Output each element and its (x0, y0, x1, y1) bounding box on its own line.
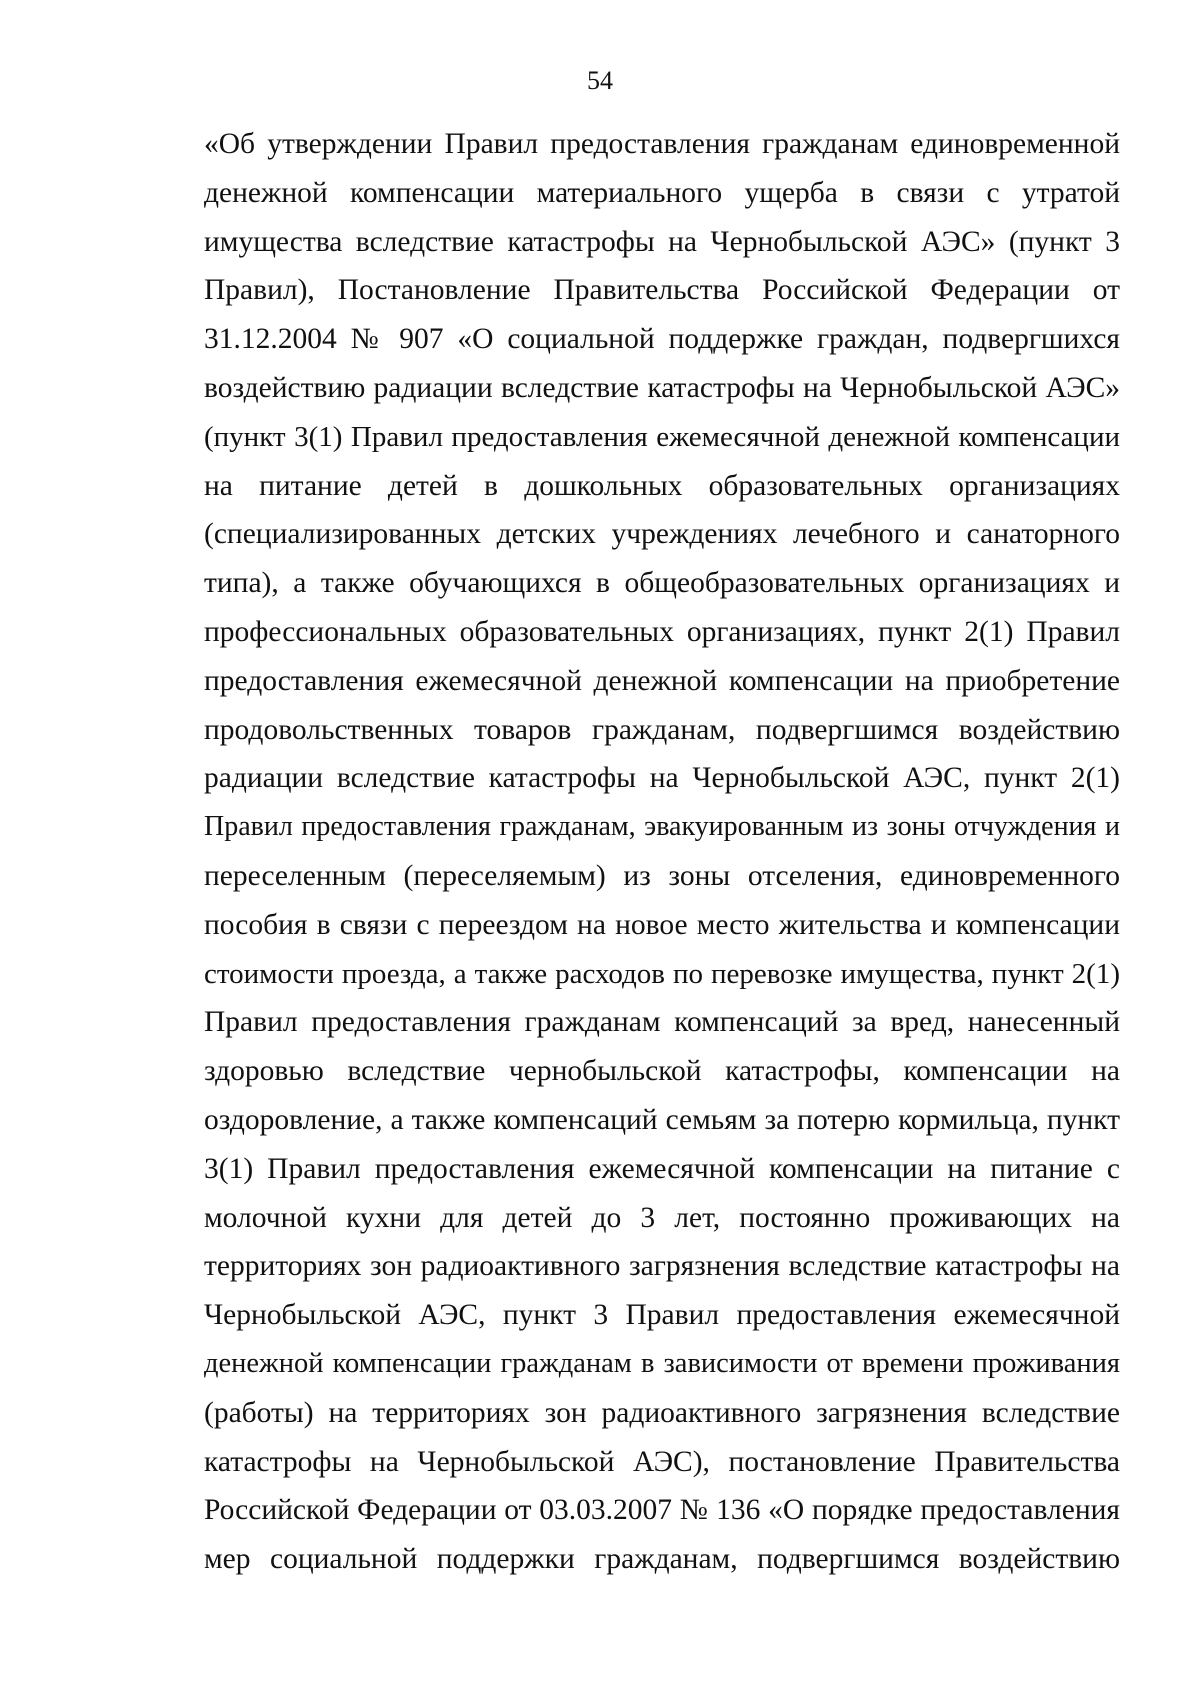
text-line: (пункт 3(1) Правил предоставления ежемесячной денежной компенсации (204, 420, 1120, 453)
text-line: «Об утверждении Правил предоставления гражданам единовременной (204, 128, 1120, 160)
page-number: 54 (587, 66, 613, 95)
text-line: на питание детей в дошкольных образовательных организациях (204, 469, 1120, 502)
text-line: денежной компенсации материального ущерба в связи с утратой (204, 176, 1120, 209)
text-line: профессиональных образовательных организациях, пункт 2(1) Правил (204, 615, 1120, 648)
text-line: имущества вследствие катастрофы на Чернобыльской АЭС» (пункт 3 (204, 225, 1120, 258)
text-line: стоимости проезда, а также расходов по перевозке имущества, пункт 2(1) (204, 957, 1120, 990)
text-line: продовольственных товаров гражданам, подвергшимся воздействию (204, 713, 1120, 746)
text-line: воздействию радиации вследствие катастрофы на Чернобыльской АЭС» (204, 371, 1120, 404)
text-line: радиации вследствие катастрофы на Чернобыльской АЭС, пункт 2(1) (204, 762, 1120, 795)
text-line: Правил предоставления гражданам компенсаций за вред, нанесенный (204, 1006, 1120, 1039)
text-line: Российской Федерации от 03.03.2007 № 136 «О порядке предоставления (204, 1494, 1120, 1527)
text-line: Правил), Постановление Правительства Российской Федерации от (204, 274, 1120, 307)
text-line: катастрофы на Чернобыльской АЭС), постановление Правительства (204, 1445, 1120, 1478)
text-line: (специализированных детских учреждениях лечебного и санаторного (204, 518, 1120, 551)
text-line: Правил предоставления гражданам, эвакуированным из зоны отчуждения и (204, 811, 1120, 843)
text-line: здоровью вследствие чернобыльской катастрофы, компенсации на (204, 1055, 1120, 1088)
text-line: Чернобыльской АЭС, пункт 3 Правил предоставления ежемесячной (204, 1299, 1120, 1332)
text-line: молочной кухни для детей до 3 лет, постоянно проживающих на (204, 1201, 1120, 1234)
text-line: предоставления ежемесячной денежной компенсации на приобретение (204, 664, 1120, 697)
text-line: денежной компенсации гражданам в зависимости от времени проживания (204, 1347, 1120, 1379)
text-line: переселенным (переселяемым) из зоны отселения, единовременного (204, 859, 1120, 892)
body-text (204, 120, 1120, 1584)
text-line: 3(1) Правил предоставления ежемесячной компенсации на питание с (204, 1152, 1120, 1185)
text-line: мер социальной поддержки гражданам, подвергшимся воздействию (204, 1543, 1120, 1576)
text-line: пособия в связи с переездом на новое место жительства и компенсации (204, 908, 1120, 941)
text-line: 31.12.2004 № 907 «О социальной поддержке граждан, подвергшихся (204, 323, 1120, 356)
text-line: территориях зон радиоактивного загрязнения вследствие катастрофы на (204, 1250, 1120, 1283)
text-line: (работы) на территориях зон радиоактивного загрязнения вследствие (204, 1396, 1120, 1429)
text-line: оздоровление, а также компенсаций семьям за потерю кормильца, пункт (204, 1103, 1120, 1136)
text-line: типа), а также обучающихся в общеобразовательных организациях и (204, 567, 1120, 600)
